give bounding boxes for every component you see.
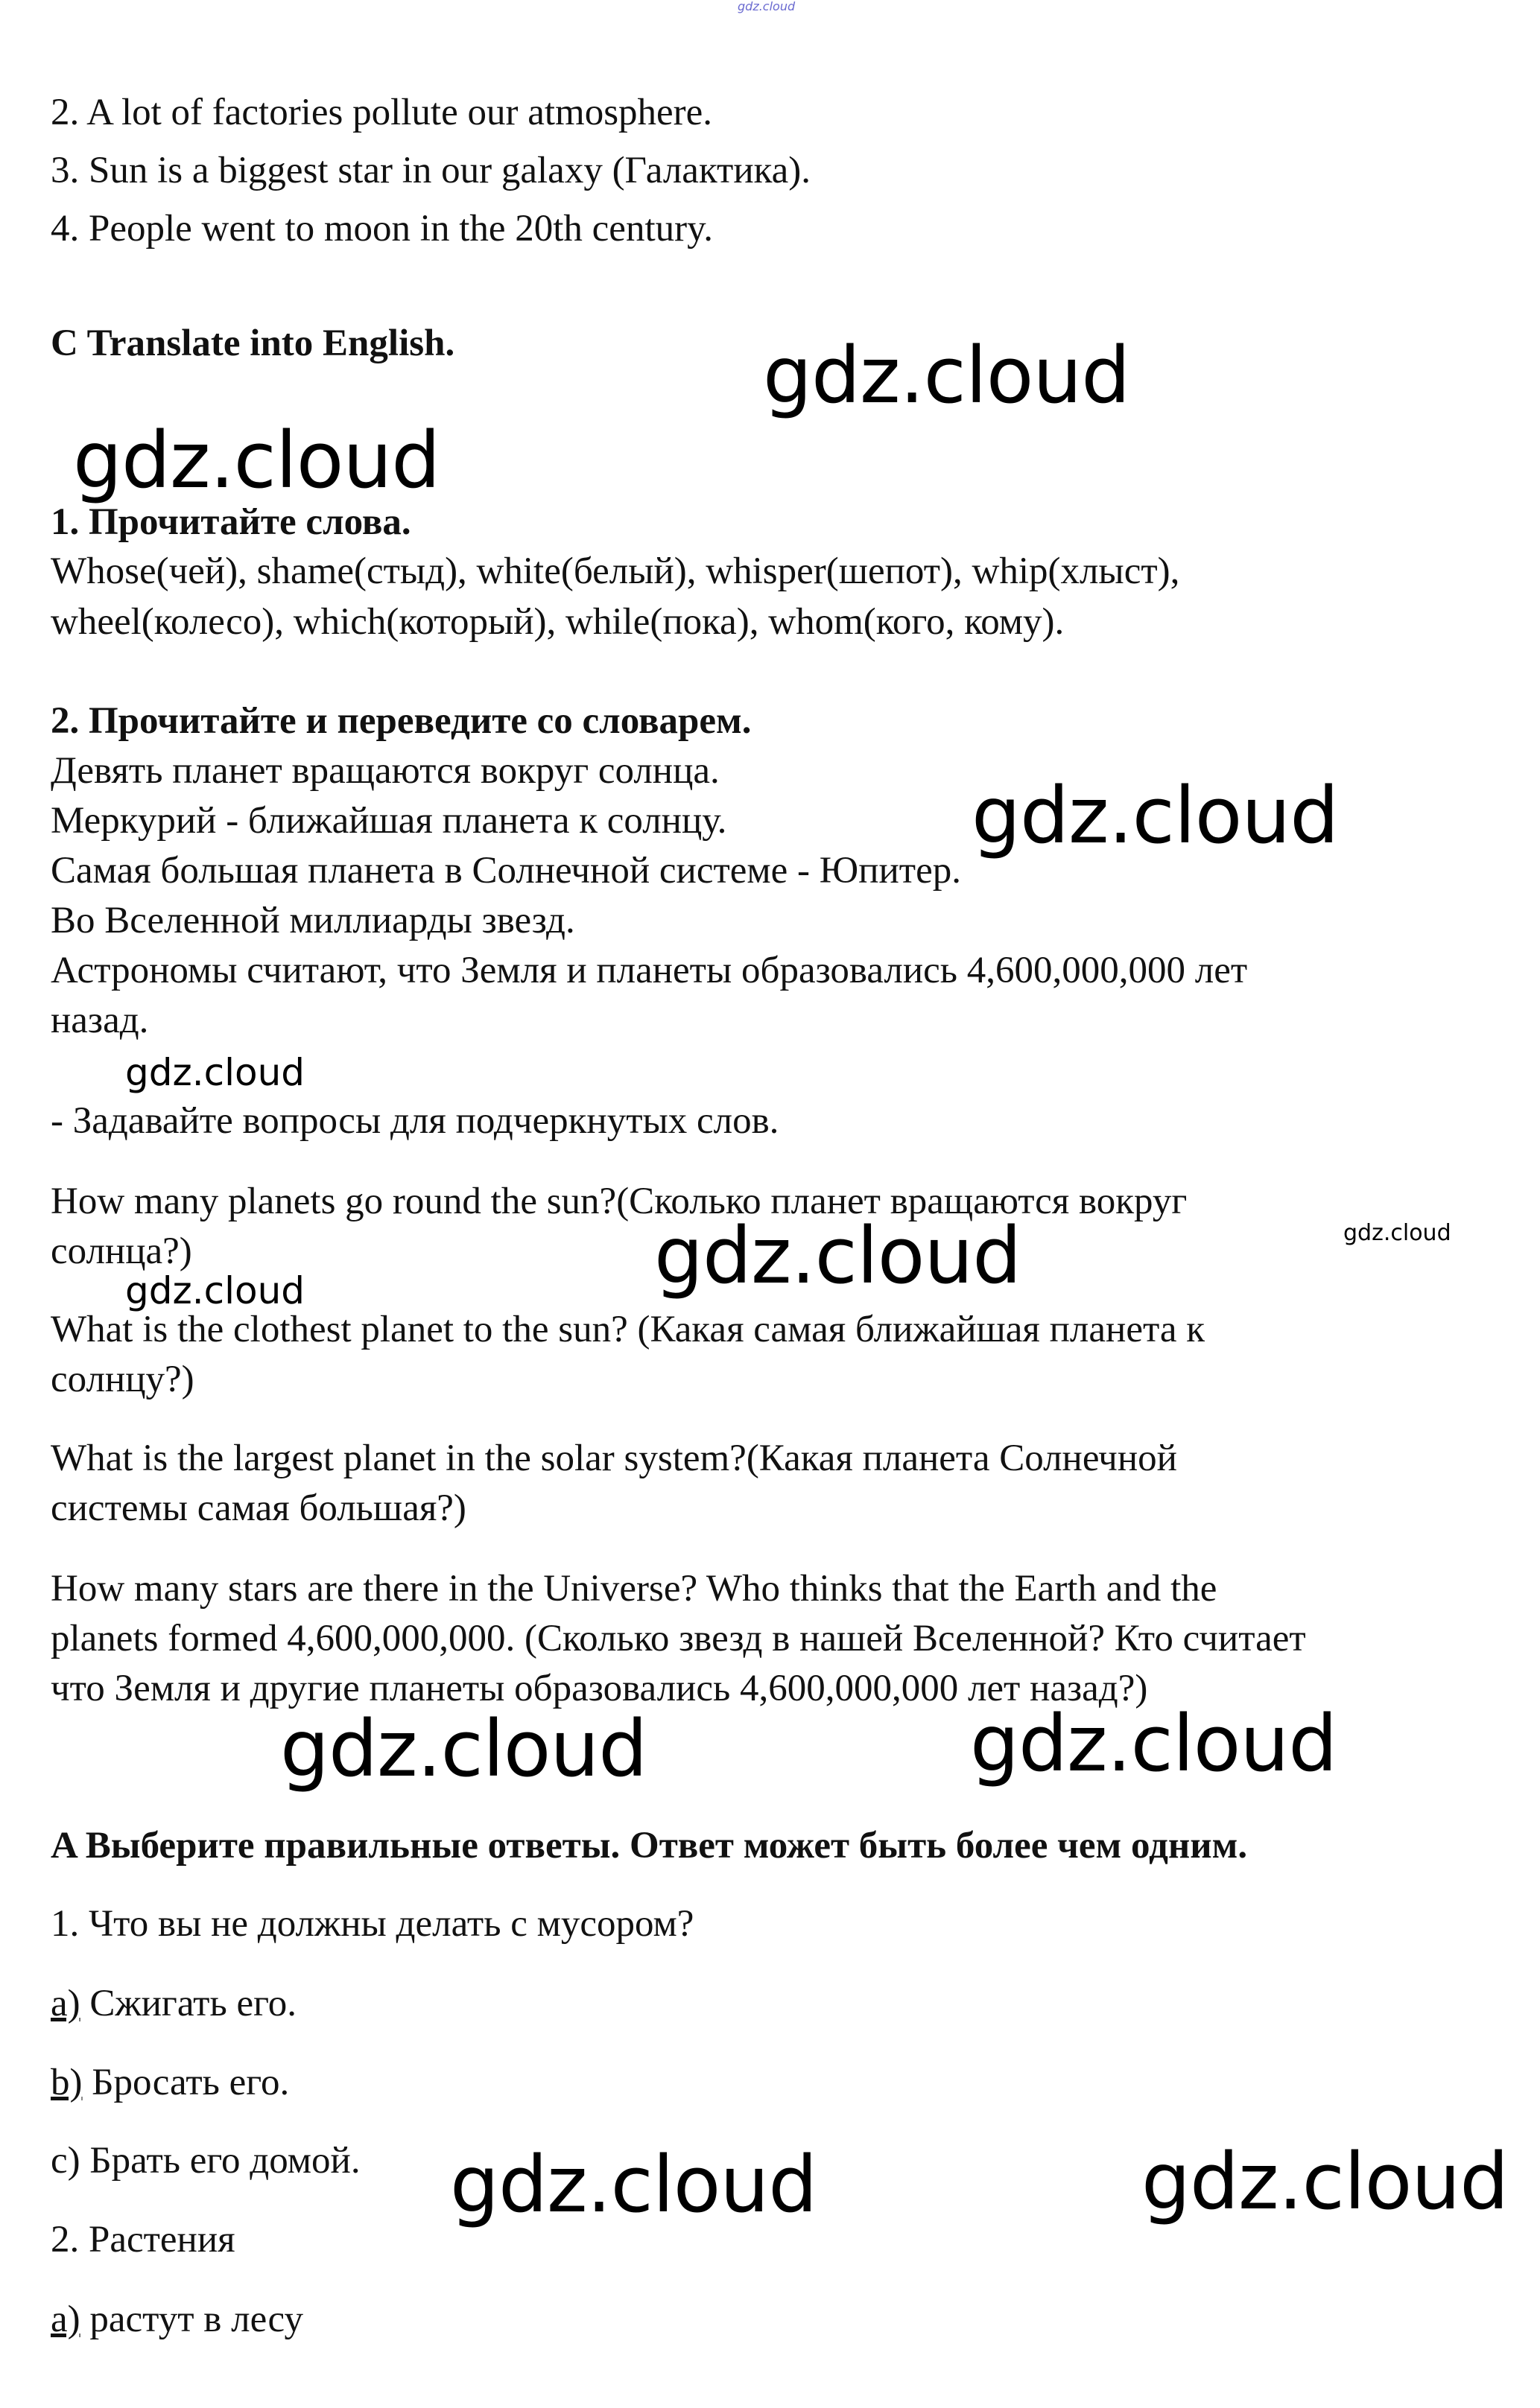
exercise1-line: Whose(чей), shame(стыд), white(белый), whisper(шепот), whip(хлыст),: [51, 550, 1180, 592]
section-c-heading: C Translate into English.: [51, 323, 455, 364]
question-4-line: How many stars are there in the Universe? Who thinks that the Earth and the: [51, 1568, 1217, 1610]
question-1-line: How many planets go round the sun?(Сколько планет вращаются вокруг: [51, 1181, 1188, 1222]
exercise2-line: Девять планет вращаются вокруг солнца.: [51, 750, 720, 792]
question-3-line: What is the largest planet in the solar system?(Какая планета Солнечной: [51, 1438, 1177, 1479]
exercise2-line: Меркурий - ближайшая планета к солнцу.: [51, 800, 727, 842]
exercise2-line: Астрономы считают, что Земля и планеты образовались 4,600,000,000 лет: [51, 950, 1248, 991]
section-a-question-1: 1. Что вы не должны делать с мусором?: [51, 1903, 694, 1945]
option-text: растут в лесу: [80, 2299, 303, 2340]
exercise1-line: wheel(колесо), which(который), while(пока), whom(кого, кому).: [51, 601, 1065, 643]
exercise2-heading: 2. Прочитайте и переведите со словарем.: [51, 700, 752, 742]
watermark: gdz.cloud: [125, 1269, 305, 1312]
intro-item-4: 4. People went to moon in the 20th century.: [51, 208, 714, 250]
watermark: gdz.cloud: [763, 330, 1130, 421]
watermark: gdz.cloud: [125, 1051, 305, 1094]
option-letter: a): [51, 1983, 80, 2024]
question-1-line: солнца?): [51, 1230, 192, 1272]
exercise1-heading: 1. Прочитайте слова.: [51, 501, 411, 543]
intro-item-2: 2. A lot of factories pollute our atmosphere.: [51, 92, 713, 133]
option-letter: a): [51, 2299, 80, 2340]
answer-option: [51, 2058, 289, 2107]
option-text: Сжигать его.: [80, 1983, 297, 2024]
watermark: gdz.cloud: [970, 1698, 1337, 1789]
watermark: gdz.cloud: [1343, 1220, 1451, 1246]
watermark: gdz.cloud: [280, 1703, 647, 1794]
exercise2-line: назад.: [51, 1000, 149, 1041]
exercise2-line: Самая большая планета в Солнечной системе - Юпитер.: [51, 850, 961, 892]
watermark-top: gdz.cloud: [738, 0, 796, 13]
section-a-heading: A Выберите правильные ответы. Ответ может быть более чем одним.: [51, 1825, 1248, 1867]
watermark: gdz.cloud: [450, 2139, 817, 2230]
answer-option: [51, 2295, 303, 2344]
exercise2-task: - Задавайте вопросы для подчеркнутых слов.: [51, 1100, 779, 1142]
option-text: Бросать его.: [82, 2062, 290, 2103]
watermark: gdz.cloud: [654, 1210, 1021, 1301]
watermark: gdz.cloud: [73, 415, 440, 506]
watermark: gdz.cloud: [1141, 2136, 1509, 2227]
question-2-line: солнцу?): [51, 1359, 194, 1400]
question-4-line: planets formed 4,600,000,000. (Сколько звезд в нашей Вселенной? Кто считает: [51, 1618, 1306, 1659]
exercise2-line: Во Вселенной миллиарды звезд.: [51, 900, 575, 941]
answer-option: [51, 1979, 297, 2028]
answer-option: [51, 2136, 361, 2185]
option-letter: b): [51, 2062, 83, 2103]
watermark: gdz.cloud: [972, 770, 1339, 861]
option-text: Брать его домой.: [80, 2140, 361, 2182]
intro-item-3: 3. Sun is a biggest star in our galaxy (Галактика).: [51, 150, 811, 191]
question-4-line: что Земля и другие планеты образовались 4,600,000,000 лет назад?): [51, 1668, 1148, 1709]
question-3-line: системы самая большая?): [51, 1487, 466, 1529]
section-a-question-2: 2. Растения: [51, 2219, 235, 2261]
option-letter: c): [51, 2140, 80, 2182]
question-2-line: What is the clothest planet to the sun? (Какая самая ближайшая планета к: [51, 1309, 1205, 1350]
